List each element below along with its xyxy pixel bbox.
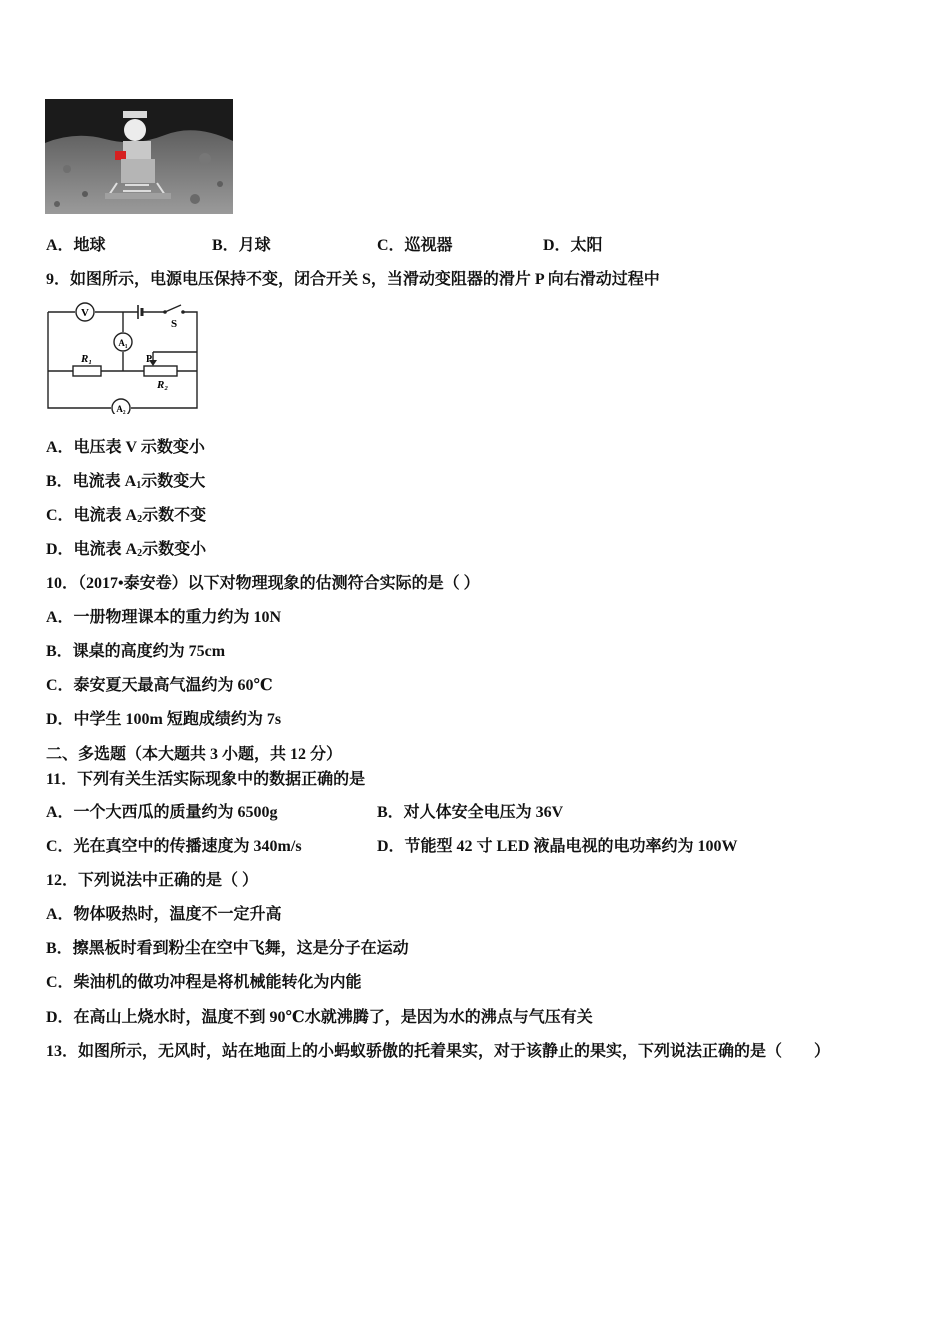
- slider-label: P: [146, 354, 153, 365]
- voltmeter-label: V: [81, 307, 89, 319]
- switch-label: S: [171, 318, 178, 330]
- q12-option-b: B．擦黑板时看到粉尘在空中飞舞，这是分子在运动: [46, 940, 409, 957]
- q13-stem: 13．如图所示，无风时，站在地面上的小蚂蚁骄傲的托着果实，对于该静止的果实，下列说法正确的是（ ）: [46, 1043, 831, 1060]
- r1-label: R₁: [81, 353, 93, 365]
- q9-option-b: B．电流表 $A_1$示数变大: [46, 473, 206, 491]
- q11-option-b: B．对人体安全电压为 36V: [377, 804, 564, 821]
- ammeter2-label: A₂: [116, 404, 126, 414]
- q11-stem: 11．下列有关生活实际现象中的数据正确的是: [46, 771, 366, 788]
- q9-option-c: C．电流表 $A_2$示数不变: [46, 507, 207, 525]
- q12-option-d: D．在高山上烧水时，温度不到 90℃水就沸腾了，是因为水的沸点与气压有关: [46, 1009, 593, 1026]
- q12-option-a: A．物体吸热时，温度不一定升高: [46, 906, 282, 923]
- q12-stem: 12．下列说法中正确的是（ ）: [46, 872, 259, 889]
- q10-option-b: B．课桌的高度约为 75cm: [46, 643, 226, 660]
- lunar-rover-photo: [45, 99, 233, 214]
- q8-option-a: A．地球: [46, 237, 106, 254]
- r2-label: R₂: [157, 379, 169, 391]
- q12-option-c: C．柴油机的做功冲程是将机械能转化为内能: [46, 974, 362, 991]
- q9-stem: 9．如图所示，电源电压保持不变，闭合开关 S，当滑动变阻器的滑片 P 向右滑动过程中: [46, 271, 660, 288]
- q11-option-a: A．一个大西瓜的质量约为 6500g: [46, 804, 278, 821]
- q11-option-d: D．节能型 42 寸 LED 液晶电视的电功率约为 100W: [377, 838, 738, 855]
- q10-option-c: C．泰安夏天最高气温约为 60℃: [46, 677, 273, 694]
- q10-stem: 10．（2017•泰安卷）以下对物理现象的估测符合实际的是（ ）: [46, 575, 480, 592]
- q8-option-c: C．巡视器: [377, 237, 453, 254]
- q9-option-a: A．电压表 V 示数变小: [46, 439, 205, 456]
- q8-option-b: B．月球: [212, 237, 271, 254]
- q10-option-a: A．一册物理课本的重力约为 10N: [46, 609, 282, 626]
- ammeter1-label: A₁: [118, 338, 128, 348]
- q9-option-d: D．电流表 $A_2$示数变小: [46, 541, 207, 559]
- q11-option-c: C．光在真空中的传播速度为 340m/s: [46, 838, 302, 855]
- section-heading: 二、多选题（本大题共 3 小题，共 12 分）: [46, 746, 343, 763]
- circuit-diagram: [45, 302, 200, 414]
- q8-option-d: D．太阳: [543, 237, 603, 254]
- q10-option-d: D．中学生 100m 短跑成绩约为 7s: [46, 711, 282, 728]
